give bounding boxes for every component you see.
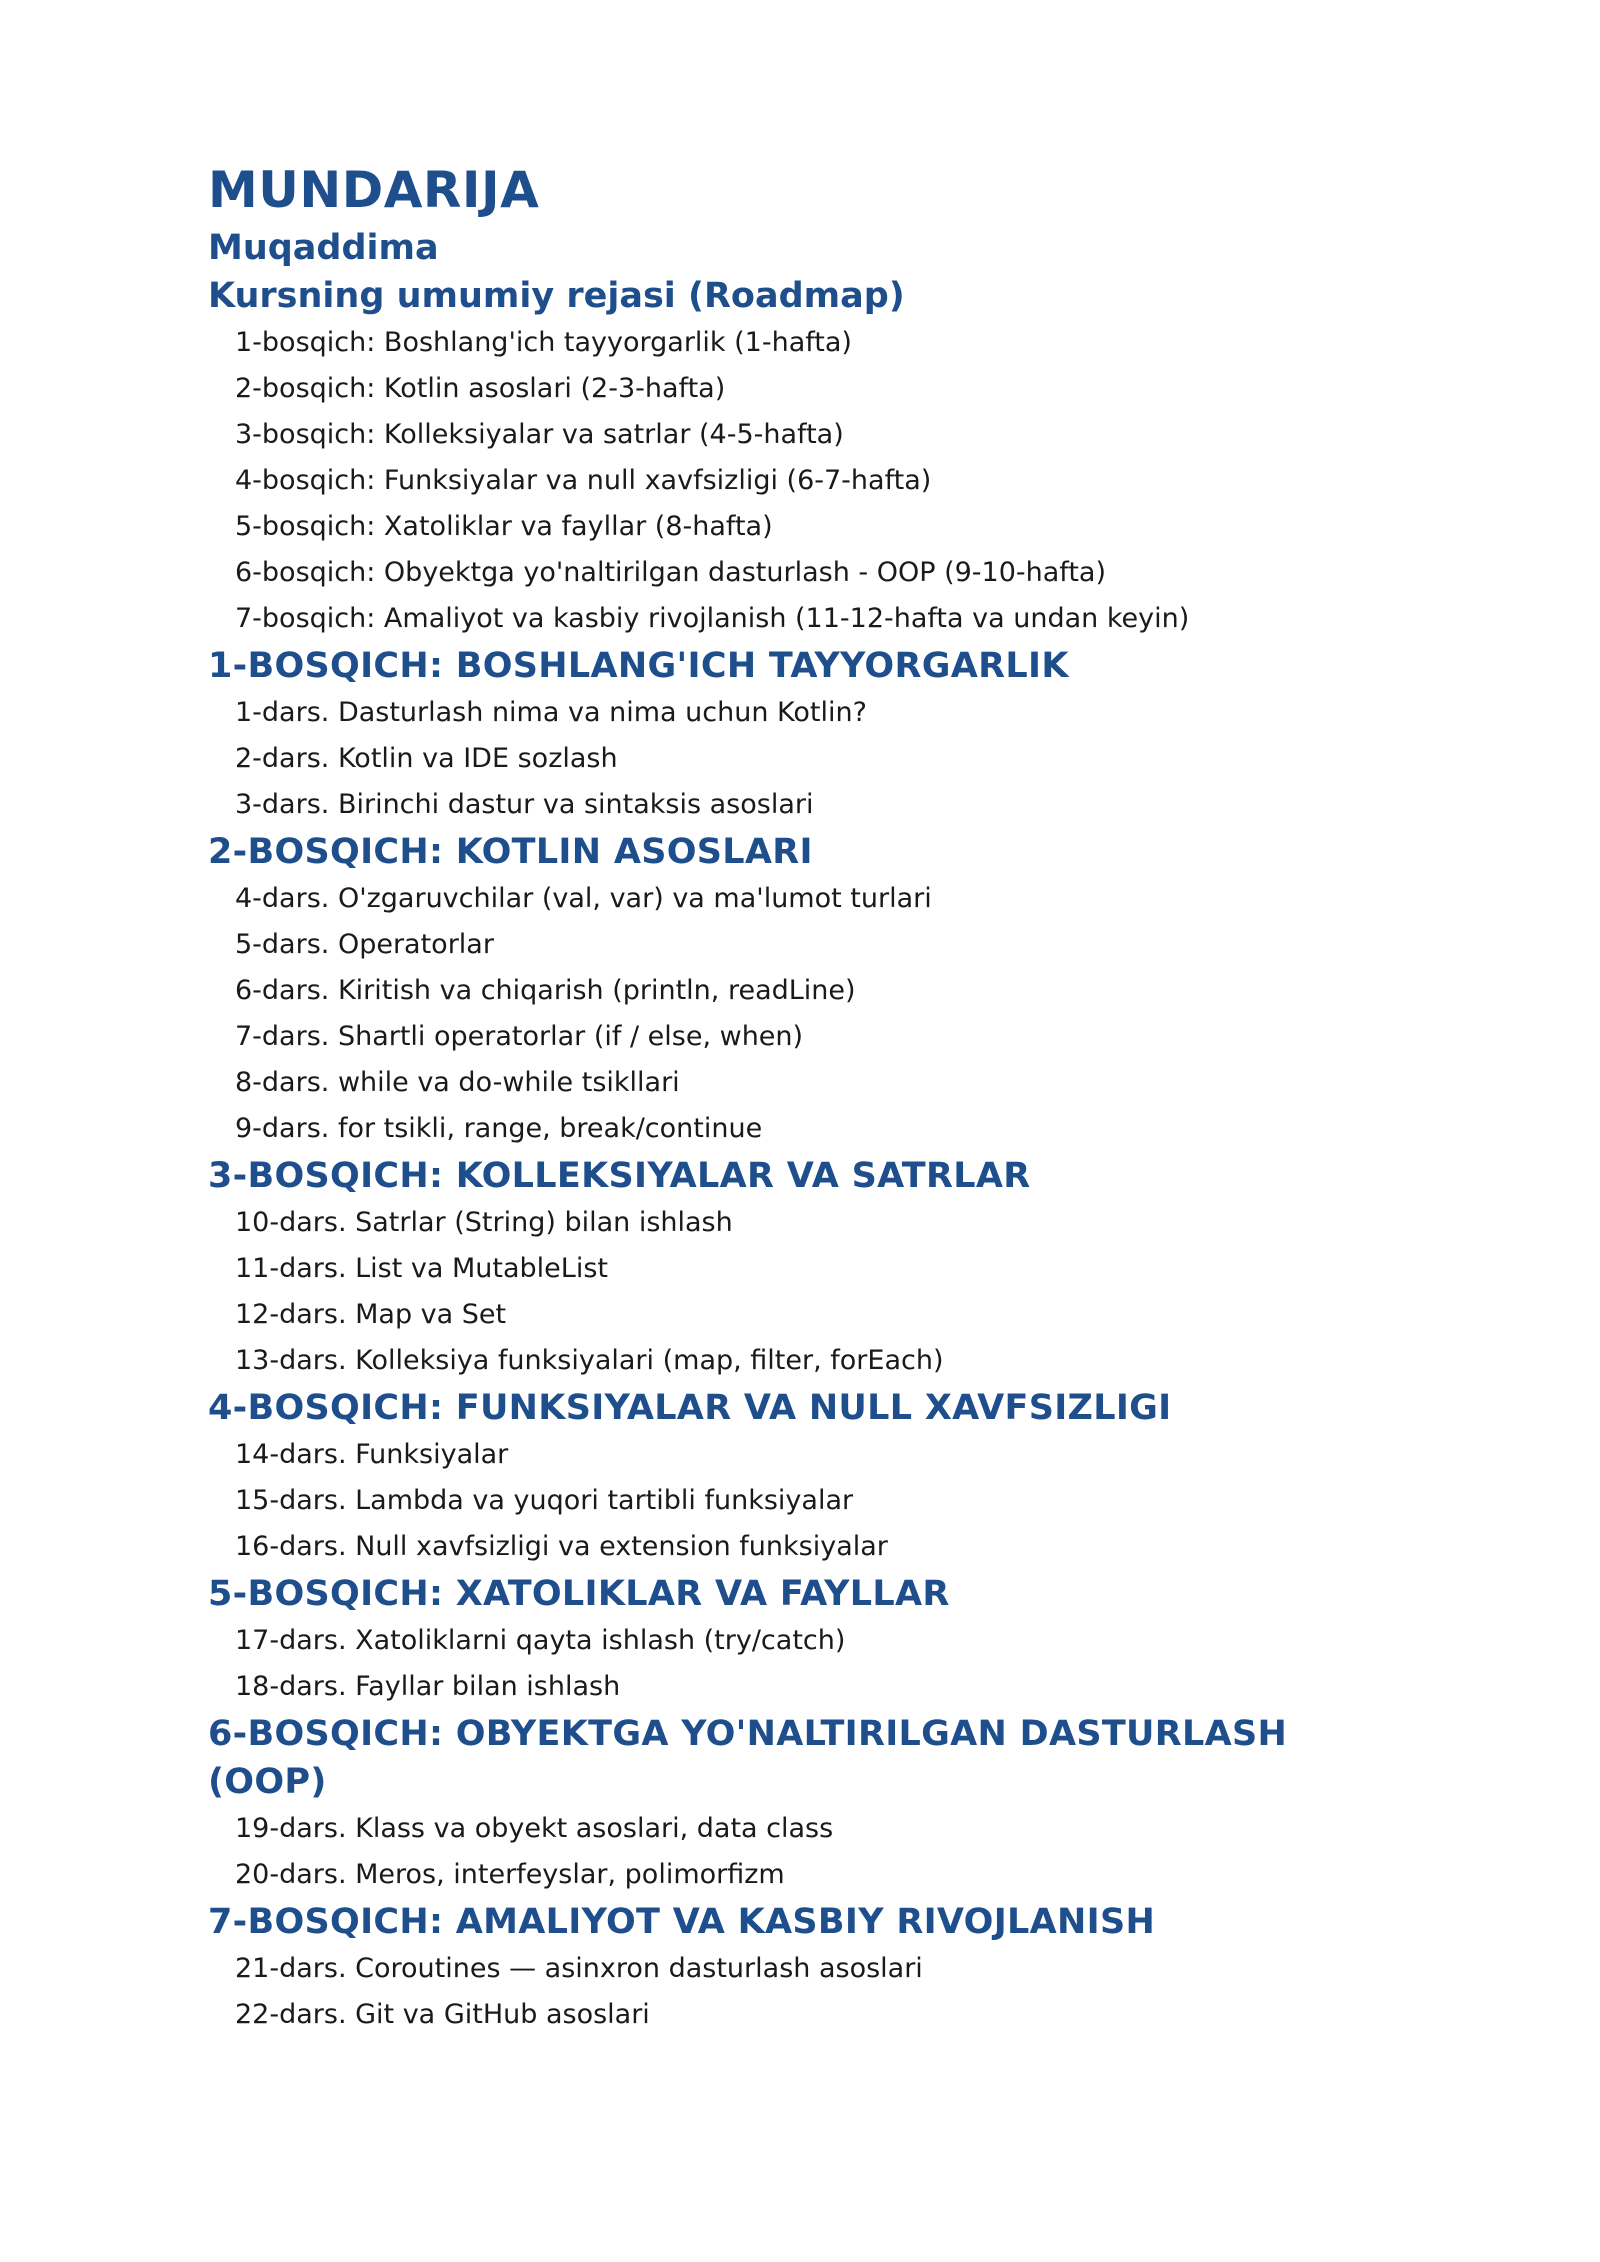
lesson-item[interactable]: 3-dars. Birinchi dastur va sintaksis asoslari [235,789,814,820]
lesson-item[interactable]: 4-dars. O'zgaruvchilar (val, var) va ma'lumot turlari [235,883,932,914]
lesson-item[interactable]: 5-dars. Operatorlar [235,929,494,960]
roadmap-list [208,320,1398,642]
roadmap-item[interactable]: 2-bosqich: Kotlin asoslari (2-3-hafta) [235,373,726,404]
table-of-contents [208,160,1398,2038]
section-heading[interactable]: 3-BOSQICH: KOLLEKSIYALAR VA SATRLAR [208,1156,1031,1196]
roadmap-item[interactable]: 1-bosqich: Boshlang'ich tayyorgarlik (1-hafta) [235,327,852,358]
roadmap-heading[interactable]: Kursning umumiy rejasi (Roadmap) [208,276,905,316]
lesson-item[interactable]: 16-dars. Null xavfsizligi va extension funksiyalar [235,1531,888,1562]
lesson-item[interactable]: 22-dars. Git va GitHub asoslari [235,1999,650,2030]
lesson-item[interactable]: 7-dars. Shartli operatorlar (if / else, when) [235,1021,804,1052]
section-heading[interactable]: 5-BOSQICH: XATOLIKLAR VA FAYLLAR [208,1574,950,1614]
roadmap-item[interactable]: 7-bosqich: Amaliyot va kasbiy rivojlanish (11-12-hafta va undan keyin) [235,603,1190,634]
section-heading[interactable]: 2-BOSQICH: KOTLIN ASOSLARI [208,832,813,872]
section-3 [208,1152,1398,1384]
lesson-item[interactable]: 1-dars. Dasturlash nima va nima uchun Kotlin? [235,697,867,728]
lesson-item[interactable]: 20-dars. Meros, interfeyslar, polimorfizm [235,1859,785,1890]
section-6 [208,1710,1398,1898]
lesson-item[interactable]: 14-dars. Funksiyalar [235,1439,509,1470]
roadmap-item[interactable]: 5-bosqich: Xatoliklar va fayllar (8-hafta) [235,511,773,542]
lesson-item[interactable]: 6-dars. Kiritish va chiqarish (println, readLine) [235,975,856,1006]
lesson-item[interactable]: 17-dars. Xatoliklarni qayta ishlash (try/catch) [235,1625,846,1656]
section-2 [208,828,1398,1152]
lesson-item[interactable]: 13-dars. Kolleksiya funksiyalari (map, filter, forEach) [235,1345,944,1376]
lesson-item[interactable]: 15-dars. Lambda va yuqori tartibli funksiyalar [235,1485,854,1516]
lesson-item[interactable]: 18-dars. Fayllar bilan ishlash [235,1671,621,1702]
roadmap-item[interactable]: 6-bosqich: Obyektga yo'naltirilgan dasturlash - OOP (9-10-hafta) [235,557,1107,588]
toc-title: MUNDARIJA [208,161,540,219]
lesson-item[interactable]: 9-dars. for tsikli, range, break/continue [235,1113,763,1144]
roadmap-item[interactable]: 3-bosqich: Kolleksiyalar va satrlar (4-5-hafta) [235,419,844,450]
lesson-item[interactable]: 12-dars. Map va Set [235,1299,507,1330]
section-1 [208,642,1398,828]
lesson-item[interactable]: 19-dars. Klass va obyekt asoslari, data class [235,1813,834,1844]
section-4 [208,1384,1398,1570]
roadmap-item[interactable]: 4-bosqich: Funksiyalar va null xavfsizligi (6-7-hafta) [235,465,932,496]
section-heading[interactable]: 4-BOSQICH: FUNKSIYALAR VA NULL XAVFSIZLIGI [208,1388,1172,1428]
lesson-item[interactable]: 10-dars. Satrlar (String) bilan ishlash [235,1207,733,1238]
lesson-item[interactable]: 21-dars. Coroutines — asinxron dasturlash asoslari [235,1953,923,1984]
lesson-item[interactable]: 2-dars. Kotlin va IDE sozlash [235,743,618,774]
section-5 [208,1570,1398,1710]
section-7 [208,1898,1398,2038]
section-heading[interactable]: 7-BOSQICH: AMALIYOT VA KASBIY RIVOJLANISH [208,1902,1156,1942]
section-heading[interactable]: 6-BOSQICH: OBYEKTGA YO'NALTIRILGAN DASTURLASH (OOP) [208,1714,1288,1802]
intro-heading[interactable]: Muqaddima [208,228,439,268]
lesson-item[interactable]: 8-dars. while va do-while tsikllari [235,1067,680,1098]
lesson-item[interactable]: 11-dars. List va MutableList [235,1253,608,1284]
section-heading[interactable]: 1-BOSQICH: BOSHLANG'ICH TAYYORGARLIK [208,646,1069,686]
